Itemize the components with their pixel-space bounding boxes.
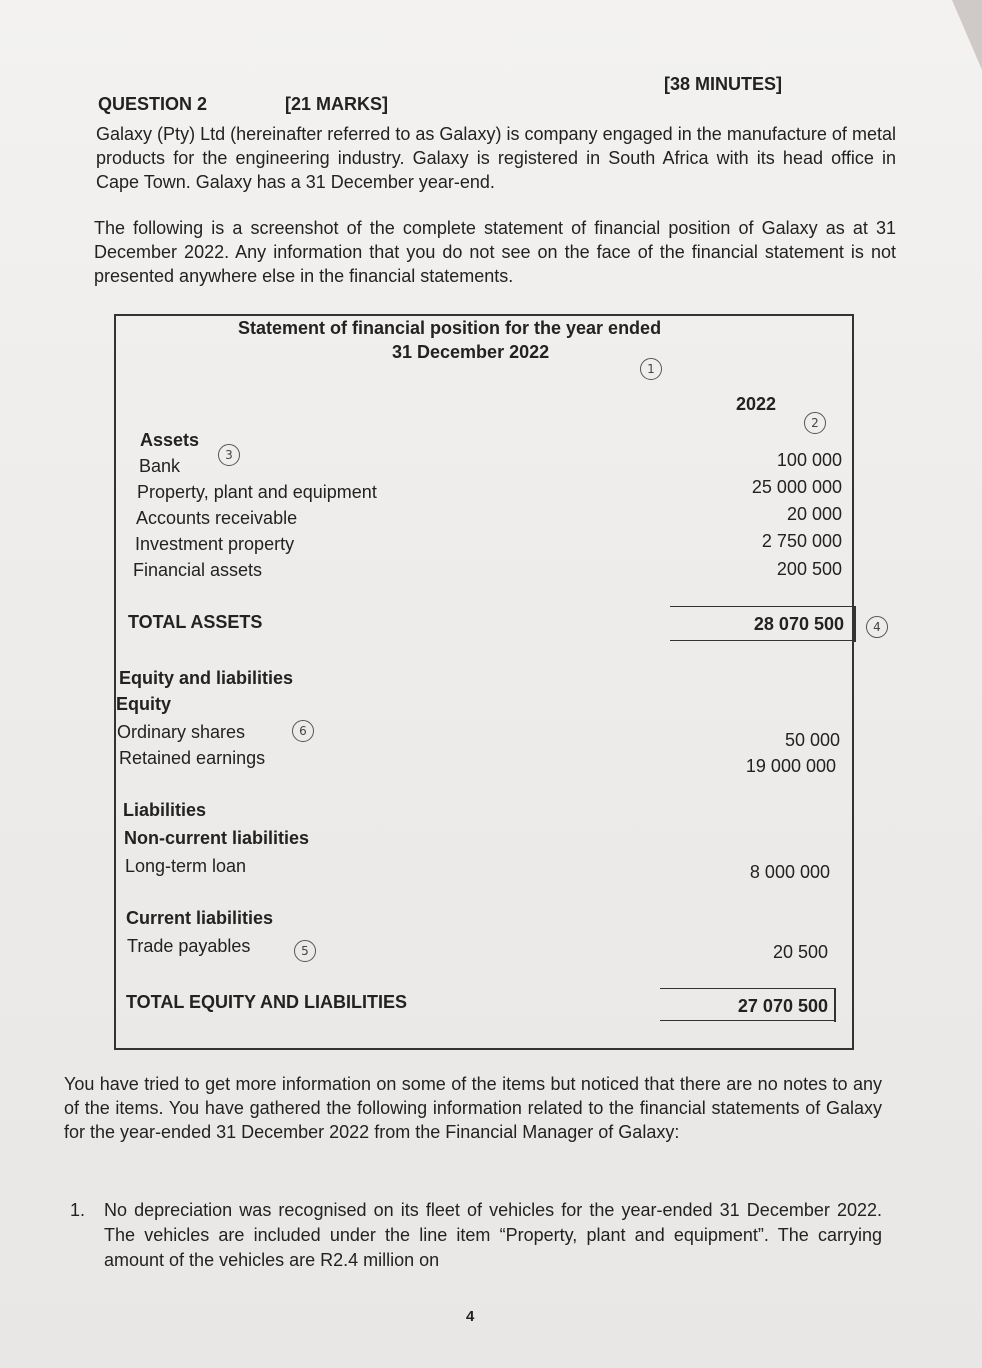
- annotation-circle-1: 1: [640, 358, 662, 380]
- total-eq-liab-bottom-rule: [660, 1020, 836, 1021]
- intro-paragraph-1: Galaxy (Pty) Ltd (hereinafter referred to as Galaxy) is company engaged in the manufacture of metal products for the engineering industry. Galaxy is registered in South Africa with its head office in Cape Town. Galaxy has a 31 December year-end.: [96, 124, 896, 192]
- statement-title-line2: 31 December 2022: [392, 342, 550, 362]
- asset-value-bank: 100 000: [776, 450, 842, 470]
- asset-label-bank: Bank: [139, 456, 181, 476]
- asset-label-financial-assets: Financial assets: [133, 560, 263, 580]
- asset-label-ppe: Property, plant and equipment: [137, 482, 377, 502]
- intro-paragraph-2: The following is a screenshot of the complete statement of financial position of Galaxy as at 31 December 2022. Any information that you do not see on the face of the financial statement is not presented anywhere else in the financial statements.: [94, 218, 896, 286]
- total-eq-liab-value: 27 070 500: [737, 996, 828, 1016]
- list-item-text: No depreciation was recognised on its fleet of vehicles for the year-ended 31 December 2022. The vehicles are included under the line item “Property, plant and equipment”. The carrying amount of the vehicles are R2.4 million on: [104, 1200, 882, 1270]
- annotation-circle-2: 2: [804, 412, 826, 434]
- current-liabilities-heading: Current liabilities: [126, 908, 274, 928]
- liability-value-trade-payables: 20 500: [772, 942, 828, 962]
- annotation-circle-3: 3: [218, 444, 240, 466]
- equity-label-retained-earnings: Retained earnings: [119, 748, 266, 768]
- total-assets-value: 28 070 500: [753, 614, 844, 634]
- total-assets-side-rule: [854, 606, 856, 642]
- info-paragraph: You have tried to get more information on some of the items but noticed that there are no notes to any of the items. You have gathered the following information related to the financial statements of Galaxy for the year-ended 31 December 2022 from the Financial Manager of Galaxy:: [64, 1074, 882, 1142]
- asset-value-investment-property: 2 750 000: [761, 531, 842, 551]
- liability-value-long-term-loan: 8 000 000: [749, 862, 830, 882]
- asset-label-receivables: Accounts receivable: [136, 508, 298, 528]
- question-marks: [21 MARKS]: [285, 94, 389, 114]
- year-column-header: 2022: [736, 394, 777, 414]
- asset-label-investment-property: Investment property: [135, 534, 295, 554]
- annotation-circle-5: 5: [294, 940, 316, 962]
- statement-title: [238, 316, 758, 364]
- equity-value-retained-earnings: 19 000 000: [745, 756, 836, 776]
- total-assets-bottom-rule: [670, 640, 856, 641]
- page-corner-fold: [952, 0, 982, 70]
- liabilities-heading: Liabilities: [123, 800, 207, 820]
- total-assets-label: TOTAL ASSETS: [128, 612, 263, 632]
- total-eq-liab-label: TOTAL EQUITY AND LIABILITIES: [126, 992, 408, 1012]
- asset-value-ppe: 25 000 000: [751, 477, 842, 497]
- equity-heading: Equity: [116, 694, 172, 714]
- question-header: [98, 74, 888, 118]
- liability-label-trade-payables: Trade payables: [127, 936, 251, 956]
- list-item-number: 1.: [70, 1200, 86, 1220]
- question-number: QUESTION 2: [98, 94, 208, 114]
- annotation-circle-6: 6: [292, 720, 314, 742]
- asset-value-receivables: 20 000: [786, 504, 842, 524]
- total-eq-liab-top-rule: [660, 988, 836, 989]
- noncurrent-liabilities-heading: Non-current liabilities: [124, 828, 310, 848]
- liability-label-long-term-loan: Long-term loan: [125, 856, 247, 876]
- equity-liabilities-heading: Equity and liabilities: [119, 668, 294, 688]
- asset-value-financial-assets: 200 500: [776, 559, 842, 579]
- total-assets-top-rule: [670, 606, 856, 607]
- equity-label-ordinary-shares: Ordinary shares: [117, 722, 246, 742]
- annotation-circle-4: 4: [866, 616, 888, 638]
- page-number: 4: [466, 1308, 475, 1325]
- total-eq-liab-side-rule: [834, 988, 836, 1022]
- assets-heading: Assets: [140, 430, 200, 450]
- statement-title-line1: Statement of financial position for the year ended: [238, 318, 662, 338]
- question-time: [38 MINUTES]: [664, 74, 783, 94]
- equity-value-ordinary-shares: 50 000: [784, 730, 840, 750]
